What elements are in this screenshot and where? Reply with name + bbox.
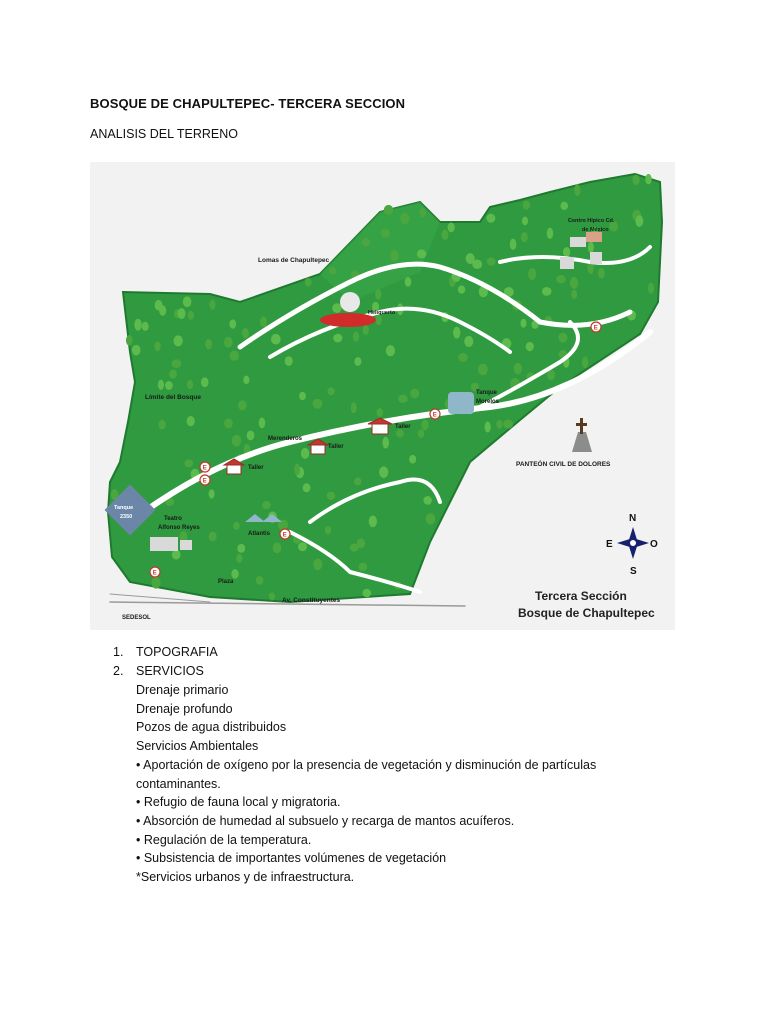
label-hipico-2: de México [582, 227, 609, 233]
park-map [90, 162, 675, 630]
tree-icon [262, 501, 271, 509]
tree-icon [158, 420, 165, 430]
tree-icon [362, 238, 370, 246]
tree-icon [418, 429, 424, 438]
tree-icon [376, 408, 382, 417]
compass-e: E [606, 539, 613, 550]
tree-icon [243, 376, 249, 384]
tree-icon [183, 296, 192, 307]
tree-icon [598, 268, 605, 279]
compass-o: O [650, 539, 658, 550]
tree-icon [458, 353, 468, 362]
tree-icon [354, 357, 361, 366]
tree-icon [396, 429, 404, 437]
tree-icon [151, 577, 160, 589]
detail-line: • Subsistencia de importantes volúmenes de vegetación [136, 851, 447, 866]
tree-icon [571, 290, 577, 299]
tree-icon [209, 531, 217, 541]
svg-text:E: E [432, 412, 437, 419]
label-sedesol: SEDESOL [122, 615, 151, 621]
tree-icon [648, 283, 654, 294]
compass-s: S [630, 566, 637, 577]
tree-icon [142, 322, 149, 331]
svg-text:E: E [282, 532, 287, 539]
tree-icon [369, 515, 377, 527]
tree-icon [132, 345, 141, 356]
tree-icon [172, 550, 181, 560]
tree-icon [478, 364, 488, 376]
list-item: 1. TOPOGRAFIA [113, 645, 218, 659]
detail-line: • Regulación de la temperatura. [136, 832, 312, 847]
compass-n: N [629, 513, 637, 524]
tree-icon [187, 416, 195, 426]
tree-icon [188, 311, 194, 320]
tree-icon [187, 380, 193, 389]
tree-icon [574, 184, 580, 196]
tree-icon [169, 369, 177, 379]
tree-icon [134, 319, 141, 331]
label-lomas: Lomas de Chapultepec [258, 257, 330, 264]
tree-icon [327, 387, 334, 395]
tree-icon [558, 333, 567, 343]
tree-icon [496, 420, 502, 429]
detail-line: *Servicios urbanos y de infraestructura. [136, 870, 355, 885]
tree-icon [635, 215, 643, 227]
label-hipico-1: Centro Hípico Cd. [568, 218, 615, 224]
tree-icon [230, 350, 240, 360]
tree-icon [173, 335, 182, 346]
tree-icon [247, 430, 255, 440]
tree-icon [184, 459, 193, 467]
label-panteon: PANTEÓN CIVIL DE DOLORES [516, 461, 611, 468]
document-subtitle: ANALISIS DEL TERRENO [90, 127, 238, 141]
list-item: 2. SERVICIOS [113, 663, 204, 678]
tree-icon [298, 542, 307, 551]
tree-icon [305, 278, 312, 287]
tree-icon [285, 356, 293, 366]
tree-icon [294, 464, 300, 476]
tree-icon [159, 305, 166, 315]
tree-icon [351, 402, 357, 413]
tree-icon [242, 328, 249, 338]
tree-icon [563, 247, 570, 257]
label-taller-3: Taller [248, 465, 264, 471]
detail-line: Servicios Ambientales [136, 739, 259, 754]
svg-text:E: E [202, 465, 207, 472]
tree-icon [485, 421, 491, 432]
tree-icon [645, 174, 651, 185]
tree-icon [375, 289, 381, 300]
tree-icon [570, 277, 578, 289]
e-marker-icon [591, 322, 601, 332]
svg-text:E: E [152, 570, 157, 577]
tree-icon [260, 316, 267, 327]
tree-icon [426, 513, 436, 524]
tree-icon [526, 342, 534, 351]
label-tanque-morelos-1: Tanque [476, 390, 497, 396]
e-marker-icon [280, 529, 290, 539]
tree-icon [271, 334, 281, 345]
tree-icon [486, 214, 495, 223]
services-details [136, 681, 656, 887]
tree-icon [458, 285, 465, 293]
tree-icon [453, 327, 460, 339]
tree-icon [398, 395, 408, 403]
tree-icon [423, 496, 432, 505]
label-merenderos: Merenderos [268, 436, 303, 442]
tree-icon [522, 217, 528, 226]
tree-icon [400, 213, 409, 225]
tree-icon [632, 175, 639, 185]
tree-icon [327, 491, 336, 500]
tree-icon [547, 228, 553, 239]
tree-icon [421, 420, 428, 431]
document-title: BOSQUE DE CHAPULTEPEC- TERCERA SECCION [90, 96, 406, 111]
e-marker-icon [150, 567, 160, 577]
label-limite: Límite del Bosque [145, 394, 201, 401]
tree-icon [520, 319, 526, 328]
tree-icon [238, 400, 247, 410]
e-marker-icon [430, 409, 440, 419]
tree-icon [325, 526, 331, 535]
tree-icon [384, 205, 394, 215]
tree-icon [556, 275, 566, 284]
tree-icon [256, 576, 264, 585]
tree-icon [165, 381, 173, 390]
tree-icon [354, 477, 361, 485]
tanque-morelos-icon [448, 392, 474, 414]
tree-icon [409, 455, 416, 464]
tree-icon [382, 437, 389, 449]
tree-icon [269, 592, 275, 600]
tree-icon [177, 308, 185, 319]
tree-icon [299, 392, 306, 400]
tree-icon [273, 542, 282, 553]
tree-icon [224, 418, 233, 428]
detail-line: Drenaje primario [136, 683, 229, 697]
tree-icon [313, 399, 323, 409]
topics-list [113, 643, 218, 680]
tree-icon [363, 325, 369, 335]
label-taller-1: Taller [395, 424, 411, 430]
label-plaza: Plaza [218, 579, 234, 585]
tree-icon [154, 341, 160, 351]
svg-text:E: E [202, 478, 207, 485]
label-tanque-morelos-2: Morelos [476, 399, 500, 405]
tree-icon [362, 589, 371, 598]
tree-icon [237, 544, 245, 553]
tree-icon [521, 232, 528, 242]
label-teatro-1: Teatro [164, 516, 182, 522]
tree-icon [231, 569, 238, 579]
tree-icon [528, 268, 536, 280]
tree-icon [514, 363, 522, 375]
tree-icon [386, 345, 395, 356]
tree-icon [350, 544, 359, 552]
tree-icon [329, 267, 337, 275]
e-marker-icon [200, 475, 210, 485]
label-tanque2350-2: 2350 [120, 514, 133, 520]
tree-icon [379, 466, 388, 478]
tree-icon [523, 200, 531, 209]
tree-icon [333, 334, 342, 343]
tree-icon [472, 259, 482, 268]
svg-text:E: E [593, 325, 598, 332]
detail-line: Drenaje profundo [136, 701, 233, 716]
detail-line: • Absorción de humedad al subsuelo y recarga de mantos acuíferos. [136, 813, 515, 828]
tree-icon [301, 448, 309, 459]
tree-icon [259, 417, 266, 428]
tree-icon [510, 239, 517, 250]
tree-icon [390, 250, 399, 262]
tree-icon [381, 229, 391, 238]
tree-icon [588, 242, 594, 253]
tree-icon [205, 339, 212, 349]
label-taller-2: Taller [328, 444, 344, 450]
detail-line: Pozos de agua distribuidos [136, 720, 287, 735]
brand-line-1: Tercera Sección [535, 589, 627, 603]
detail-line: • Refugio de fauna local y migratoria. [136, 795, 341, 810]
tree-icon [375, 314, 381, 325]
tree-icon [172, 359, 182, 368]
e-marker-icon [200, 462, 210, 472]
tree-icon [410, 389, 419, 398]
label-heliport: Heliquerto [368, 310, 396, 316]
label-teatro-2: Alfonso Reyes [158, 525, 200, 531]
tree-icon [224, 337, 233, 348]
park-map-svg [90, 162, 675, 630]
tree-icon [487, 257, 496, 265]
tree-icon [353, 332, 359, 342]
tree-icon [332, 303, 341, 313]
tree-icon [560, 202, 568, 210]
tree-icon [542, 287, 552, 296]
detail-line: • Aportación de oxígeno por la presencia de vegetación y disminución de partículas contaminantes. [136, 757, 597, 791]
tree-icon [405, 277, 412, 287]
tree-icon [158, 380, 164, 390]
tree-icon [464, 336, 473, 347]
tree-icon [201, 377, 209, 387]
label-atlantis: Atlantis [248, 531, 271, 537]
tree-icon [232, 435, 242, 447]
tree-icon [419, 208, 426, 218]
label-tanque2350-1: Tanque [114, 505, 134, 511]
tree-icon [209, 299, 215, 309]
tree-icon [359, 563, 368, 571]
brand-line-2: Bosque de Chapultepec [518, 606, 655, 620]
tree-icon [417, 249, 426, 258]
tree-icon [229, 319, 236, 328]
tree-icon [126, 335, 133, 346]
tree-icon [441, 229, 448, 240]
tree-icon [313, 559, 322, 571]
label-avenida: Av. Constituyentes [282, 597, 341, 604]
tree-icon [209, 489, 215, 498]
tree-icon [236, 554, 242, 563]
tree-icon [303, 483, 311, 492]
tree-icon [503, 420, 513, 429]
tree-icon [582, 357, 588, 369]
tree-icon [448, 222, 455, 232]
tree-icon [233, 522, 240, 530]
